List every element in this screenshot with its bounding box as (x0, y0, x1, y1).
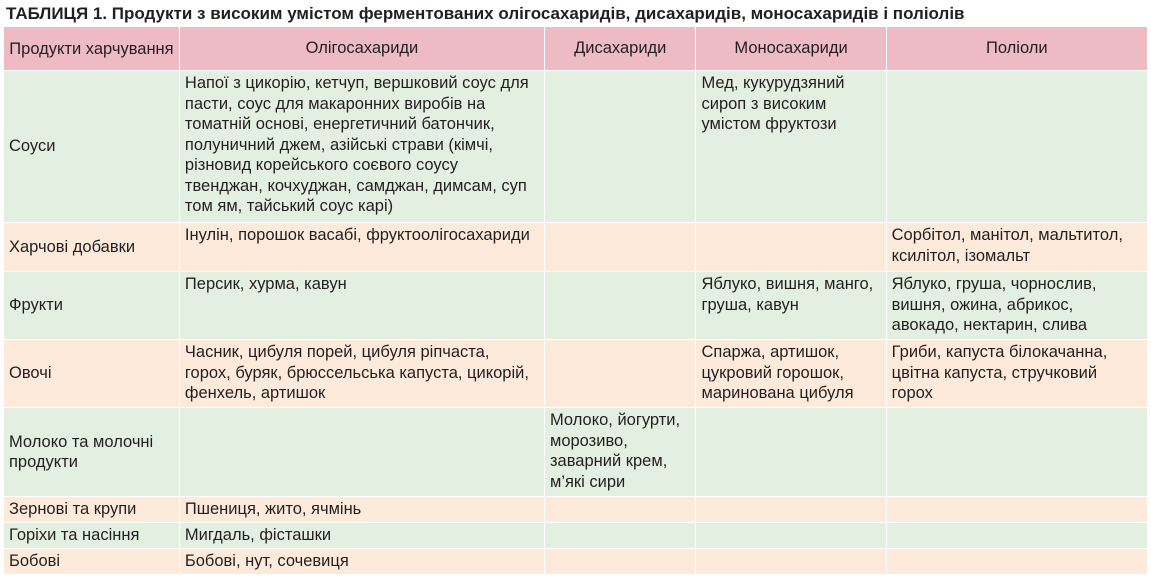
table-row (4, 272, 1148, 340)
row-category: Бобові (4, 549, 180, 575)
row-category: Соуси (4, 71, 180, 223)
cell-disaccharides: Молоко, йогурти, морозиво, заварний крем, м’які сири (544, 408, 696, 497)
cell-monosaccharides (696, 523, 886, 549)
cell-disaccharides (544, 523, 696, 549)
cell-polyols: Яблуко, груша, чорнослив, вишня, ожина, абрикос, авокадо, нектарин, слива (886, 272, 1147, 340)
row-category: Овочі (4, 340, 180, 408)
header-oligosaccharides: Олігосахариди (179, 27, 544, 71)
cell-disaccharides (544, 549, 696, 575)
cell-disaccharides (544, 223, 696, 272)
row-category: Горіхи та насіння (4, 523, 180, 549)
cell-oligosaccharides (179, 408, 544, 497)
cell-oligosaccharides: Часник, цибуля порей, цибуля ріпчаста, горох, буряк, брюссельська капуста, цикорій, фенхель, артишок (179, 340, 544, 408)
cell-oligosaccharides: Мигдаль, фісташки (179, 523, 544, 549)
cell-monosaccharides (696, 497, 886, 523)
cell-polyols (886, 71, 1147, 223)
cell-oligosaccharides: Пшениця, жито, ячмінь (179, 497, 544, 523)
cell-polyols: Гриби, капуста білокачанна, цвітна капуста, стручковий горох (886, 340, 1147, 408)
cell-disaccharides (544, 497, 696, 523)
cell-monosaccharides: Яблуко, вишня, манго, груша, кавун (696, 272, 886, 340)
row-category: Фрукти (4, 272, 180, 340)
table-row (4, 223, 1148, 272)
cell-oligosaccharides: Напої з цикорію, кетчуп, вершковий соус для пасти, соус для макаронних виробів на томатній основі, енергетичний батончик, полуничний джем, азійські страви (кімчі, різновид корейського соєвого соусу твенджан, кочхуджан, самджан, димсам, суп том ям, тайський соус карі) (179, 71, 544, 223)
table-caption: ТАБЛИЦЯ 1. Продукти з високим умістом ферментованих олігосахаридів, дисахаридів, моносахаридів і поліолів (6, 4, 965, 23)
cell-polyols (886, 523, 1147, 549)
cell-oligosaccharides: Персик, хурма, кавун (179, 272, 544, 340)
cell-monosaccharides (696, 549, 886, 575)
row-category: Молоко та молочні продукти (4, 408, 180, 497)
table-row (4, 523, 1148, 549)
header-food: Продукти харчування (4, 27, 180, 71)
fodmap-table (3, 26, 1148, 575)
cell-polyols: Сорбітол, манітол, мальтитол, ксилітол, ізомальт (886, 223, 1147, 272)
cell-disaccharides (544, 272, 696, 340)
cell-disaccharides (544, 71, 696, 223)
cell-disaccharides (544, 340, 696, 408)
cell-polyols (886, 497, 1147, 523)
table-row (4, 408, 1148, 497)
header-polyols: Поліоли (886, 27, 1147, 71)
table-row (4, 497, 1148, 523)
header-disaccharides: Дисахариди (544, 27, 696, 71)
cell-monosaccharides: Спаржа, артишок, цукровий горошок, маринована цибуля (696, 340, 886, 408)
cell-monosaccharides (696, 223, 886, 272)
cell-monosaccharides (696, 408, 886, 497)
table-row (4, 340, 1148, 408)
row-category: Харчові добавки (4, 223, 180, 272)
cell-oligosaccharides: Бобові, нут, сочевиця (179, 549, 544, 575)
cell-polyols (886, 549, 1147, 575)
cell-oligosaccharides: Інулін, порошок васабі, фруктоолігосахариди (179, 223, 544, 272)
header-monosaccharides: Моносахариди (696, 27, 886, 71)
table-header-row (4, 27, 1148, 71)
cell-polyols (886, 408, 1147, 497)
cell-monosaccharides: Мед, кукурудзяний сироп з високим умістом фруктози (696, 71, 886, 223)
table-row (4, 549, 1148, 575)
table-row (4, 71, 1148, 223)
row-category: Зернові та крупи (4, 497, 180, 523)
